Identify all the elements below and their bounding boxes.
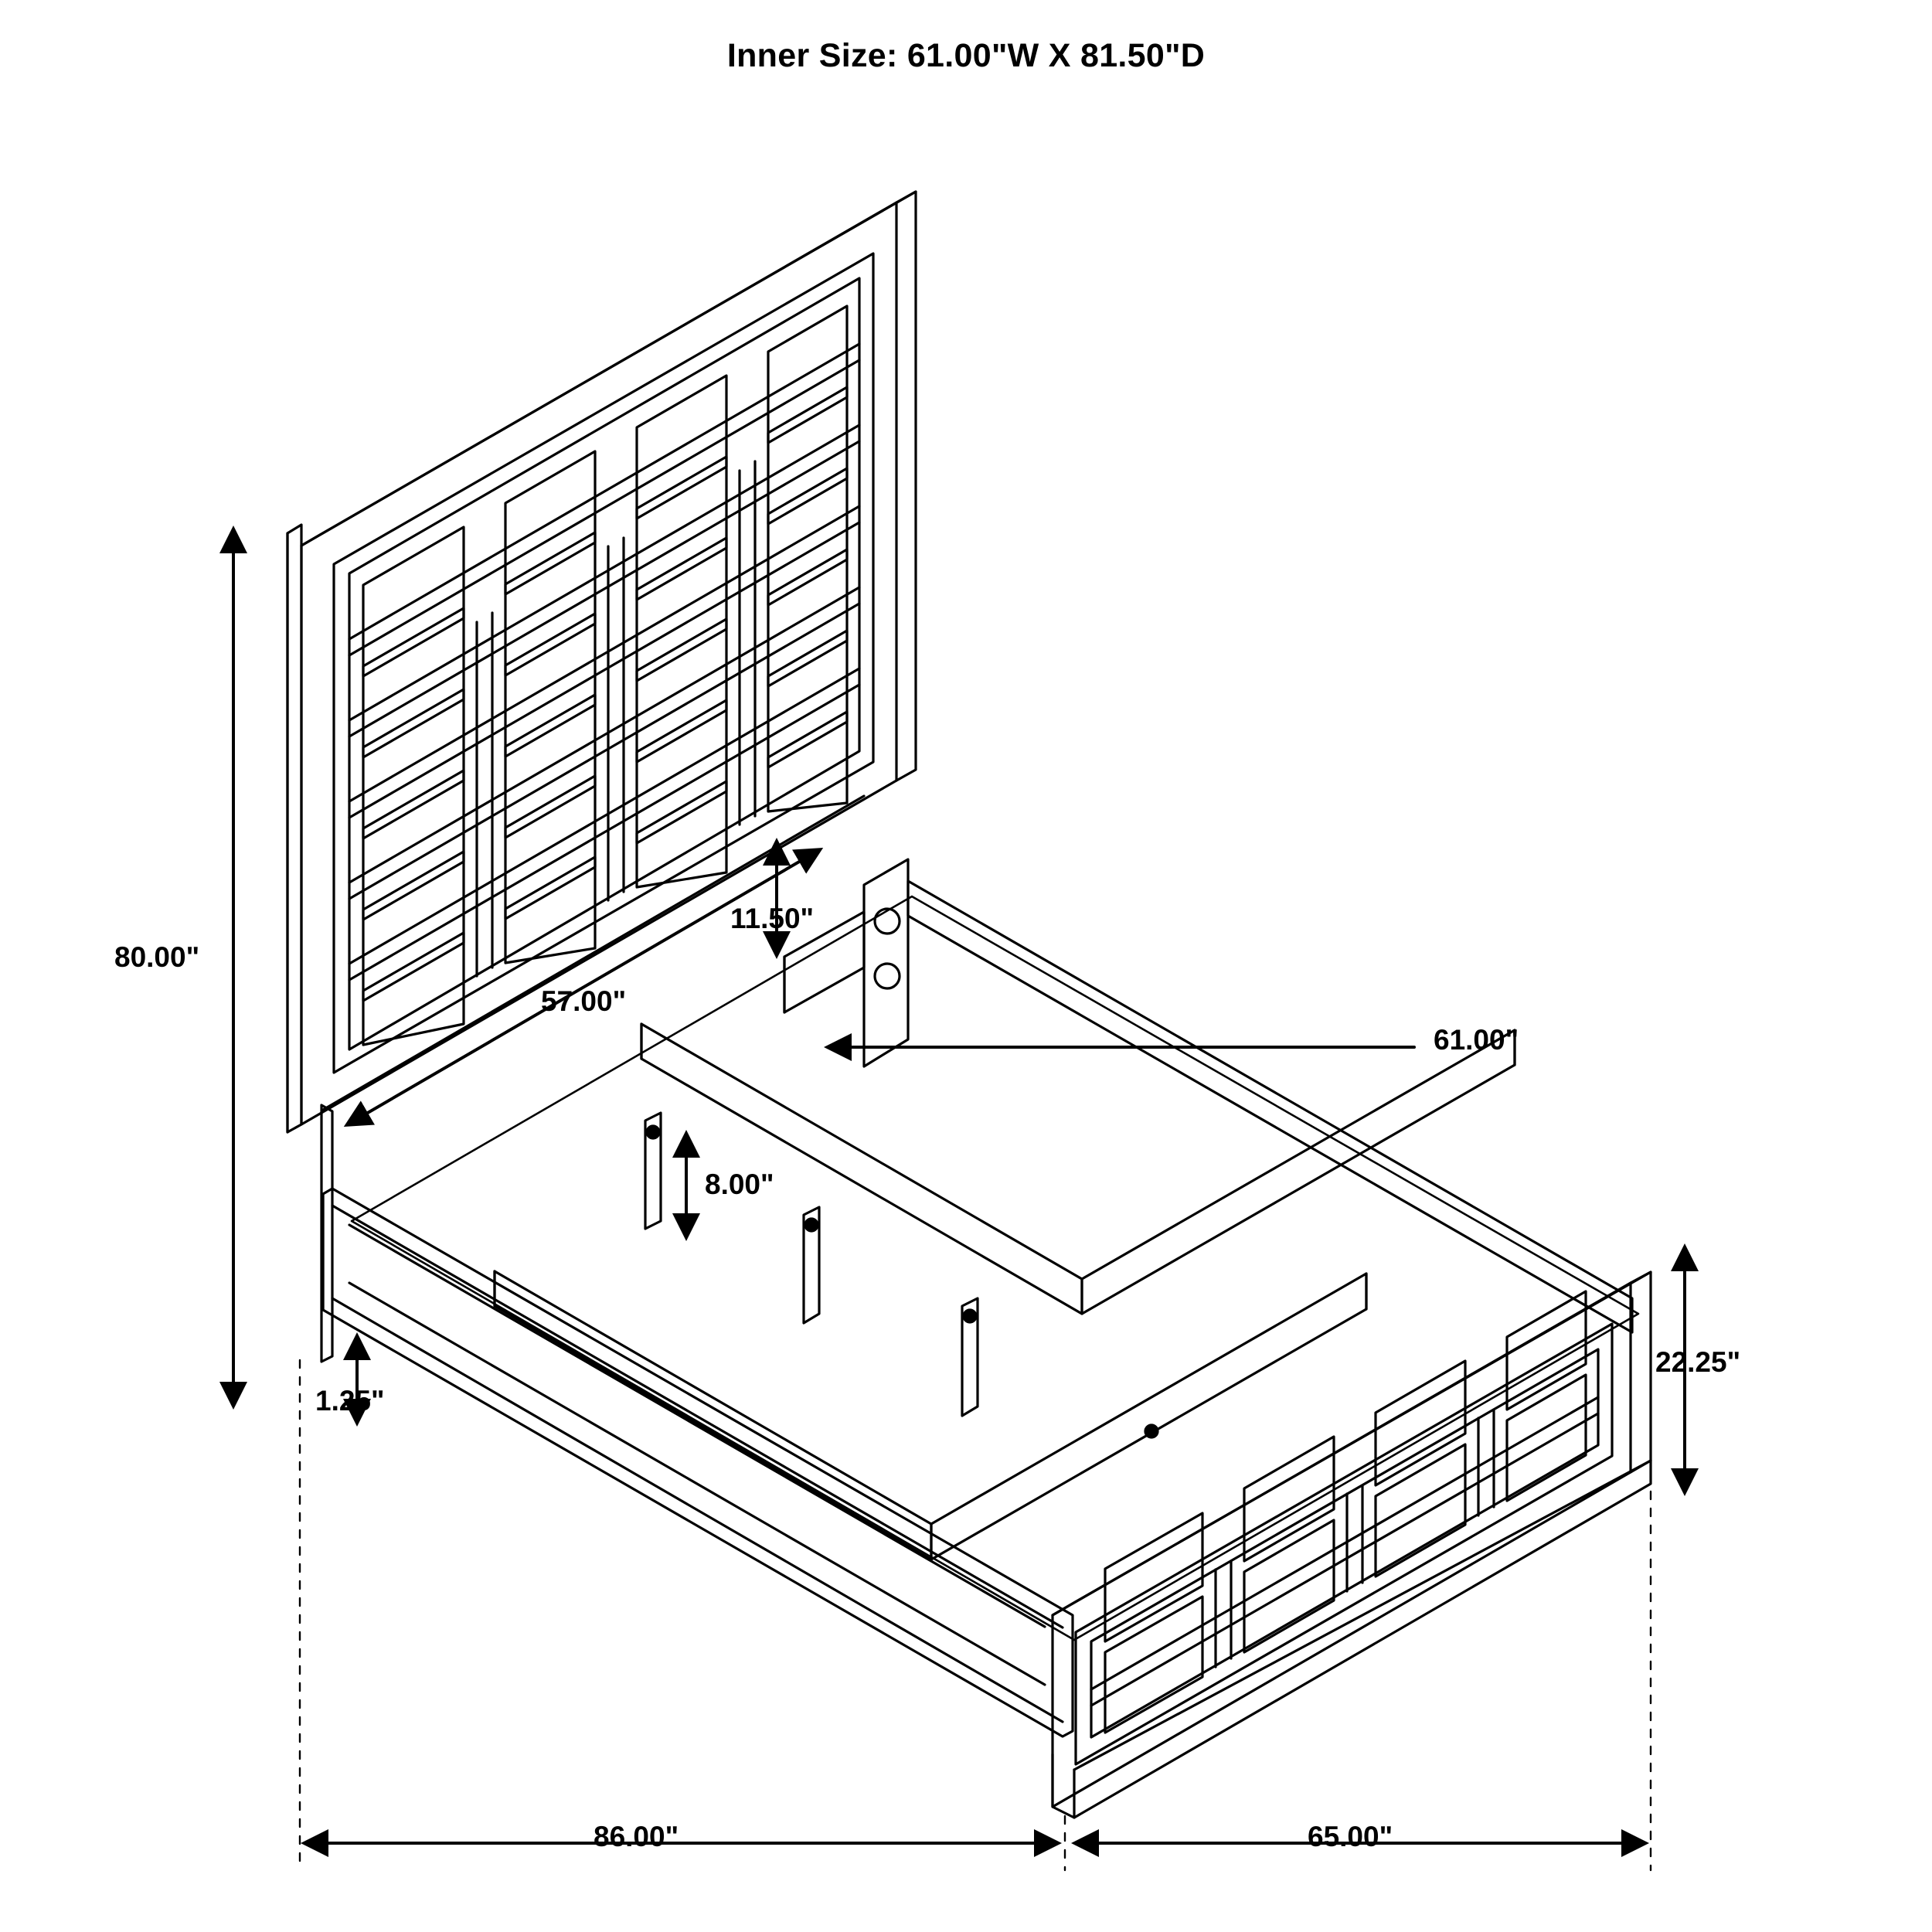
dim-label-overall-length: 86.00" [594,1821,679,1852]
dim-label-footboard-height: 22.25" [1655,1346,1741,1378]
dim-label-inner-width: 61.00" [1434,1024,1519,1056]
dim-label-slat-support-height: 8.00" [705,1168,774,1200]
dim-label-overall-height: 80.00" [114,941,200,973]
page-title: Inner Size: 61.00"W X 81.50"D [726,37,1206,74]
dim-label-rail-thickness: 1.25" [315,1385,385,1417]
dim-label-headboard-gap: 11.50" [730,903,815,934]
dim-label-headboard-width: 57.00" [541,985,627,1017]
dim-label-overall-width: 65.00" [1308,1821,1393,1852]
